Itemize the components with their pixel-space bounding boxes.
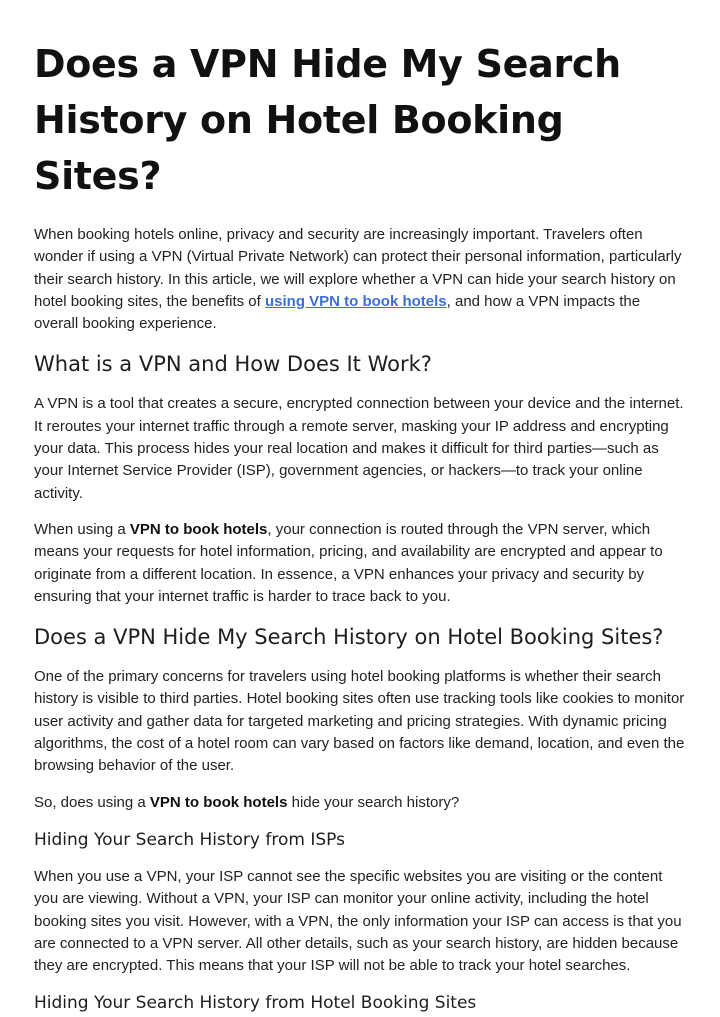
section2-p2-before: So, does using a <box>34 793 150 811</box>
section1-p2-before: When using a <box>34 520 130 538</box>
subsection-heading-isps: Hiding Your Search History from ISPs <box>34 829 345 850</box>
intro-text-after: , and how a VPN impacts the overall booking experience. <box>34 292 641 333</box>
subsection-heading-booking-sites: Hiding Your Search History from Hotel Booking Sites <box>34 993 477 1014</box>
intro-text-before: When booking hotels online, privacy and security are increasingly important. Travelers often wonder if using a VPN (Virtual Private Network) can protect their personal information, particularly their search history. In this article, we will explore whether a VPN can hide your search history on hotel booking sites, the benefits of <box>34 226 682 310</box>
section2-p2-after: hide your search history? <box>287 793 460 811</box>
using-vpn-to-book-hotels-link[interactable]: using VPN to book hotels <box>264 292 447 310</box>
section2-p2-bold: VPN to book hotels <box>149 793 288 811</box>
section1-p2-after: , your connection is routed through the VPN server, which means your requests for hotel information, pricing, and availability are encrypted and appear to originate from a different location. In essence, a VPN enhances your privacy and security by ensuring that your internet traffic is harder to trace back to you. <box>34 520 663 605</box>
section2-paragraph-1: One of the primary concerns for travelers using hotel booking platforms is whether their search history is visible to third parties. Hotel booking sites often use tracking tools like cookies to monitor user activity and gather data for targeted marketing and pricing strategies. With dynamic pricing algorithms, the cost of a hotel room can vary based on factors like demand, location, and even the browsing behavior of the user. <box>34 668 685 775</box>
section2-paragraph-2 <box>34 792 686 814</box>
section1-p2-bold: VPN to book hotels <box>129 520 268 538</box>
page-title: Does a VPN Hide My Search History on Hotel Booking Sites? <box>34 42 621 198</box>
intro-paragraph <box>34 224 686 335</box>
section-heading-what-is-vpn: What is a VPN and How Does It Work? <box>34 352 432 377</box>
section1-paragraph-1: A VPN is a tool that creates a secure, encrypted connection between your device and the internet. It reroutes your internet traffic through a remote server, masking your IP address and encrypting your data. This process hides your real location and makes it difficult for third parties—such as your Internet Service Provider (ISP), government agencies, or hackers—to track your online activity. <box>34 395 684 502</box>
section-heading-does-vpn-hide: Does a VPN Hide My Search History on Hotel Booking Sites? <box>34 625 664 650</box>
subsection1-paragraph-1: When you use a VPN, your ISP cannot see the specific websites you are visiting or the content you are viewing. Without a VPN, your ISP can monitor your online activity, including the hotel booking sites you visit. However, with a VPN, the only information your ISP can access is that you are connected to a VPN server. All other details, such as your search history, are hidden because they are encrypted. This means that your ISP will not be able to track your hotel searches. <box>34 867 682 975</box>
section1-paragraph-2 <box>34 519 686 608</box>
